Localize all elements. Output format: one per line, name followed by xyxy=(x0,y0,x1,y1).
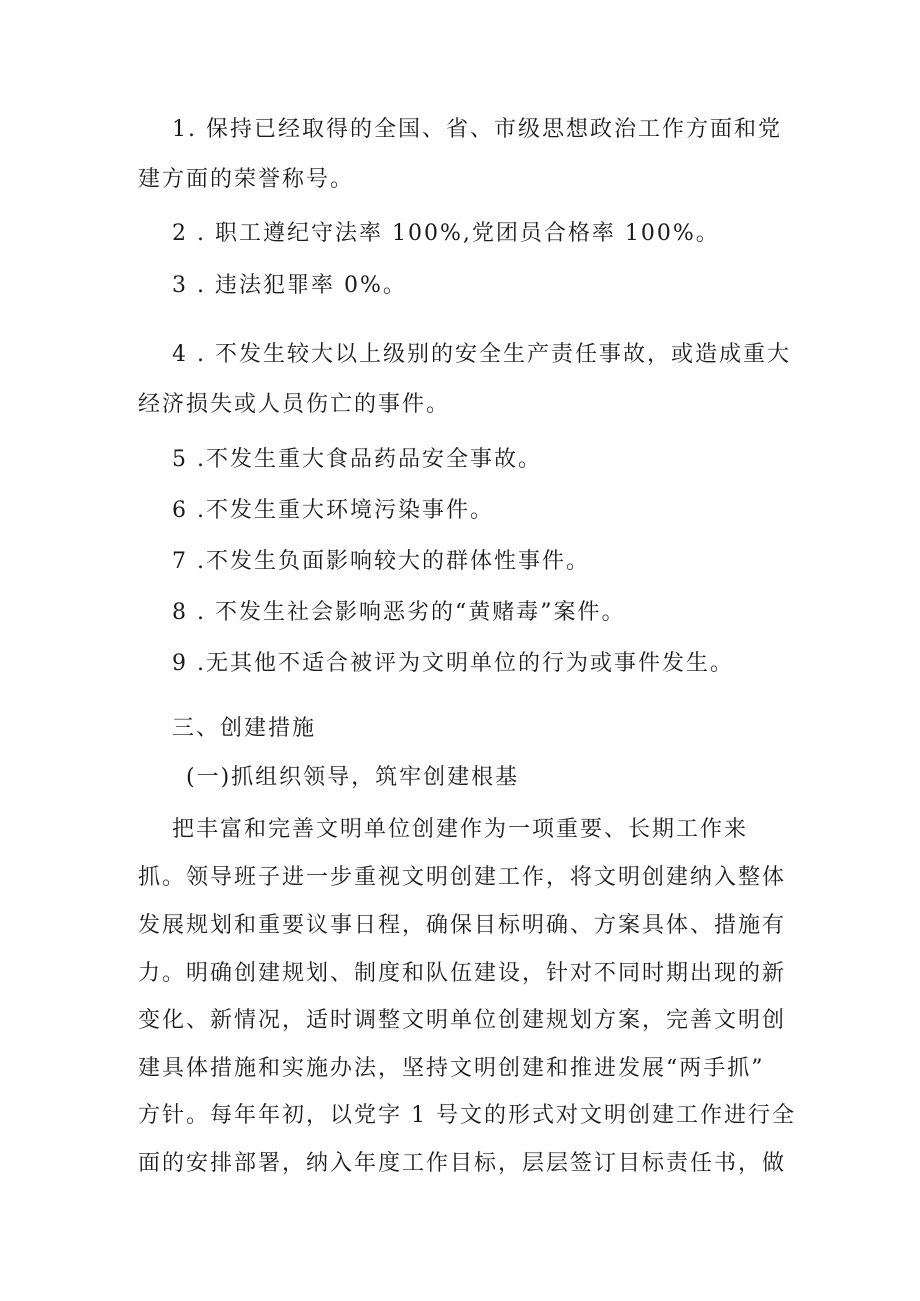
list-item-2: 2 . 职工遵纪守法率 100%,党团员合格率 100%。 xyxy=(172,221,720,246)
paragraph-line-2: 抓。领导班子进一步重视文明创建工作，将文明创建纳入整体 xyxy=(138,865,787,890)
section-heading: 三、创建措施 xyxy=(172,716,317,741)
paragraph-line-8: 面的安排部署，纳入年度工作目标，层层签订目标责任书，做 xyxy=(138,1151,787,1176)
paragraph-line-7: 方针。每年年初，以党字 1 号文的形式对文明创建工作进行全 xyxy=(138,1103,796,1128)
paragraph-line-6: 建具体措施和实施办法，坚持文明创建和推进发展“两手抓” xyxy=(138,1056,765,1081)
paragraph-line-4: 力。明确创建规划、制度和队伍建设，针对不同时期出现的新 xyxy=(138,961,787,986)
list-item-4-line-1: 4 . 不发生较大以上级别的安全生产责任事故，或造成重大 xyxy=(172,342,791,367)
subsection-heading: (一)抓组织领导，筑牢创建根基 xyxy=(186,765,520,790)
list-item-1-line-2: 建方面的荣誉称号。 xyxy=(138,167,355,192)
list-item-9: 9 .无其他不适合被评为文明单位的行为或事件发生。 xyxy=(172,651,734,676)
list-item-7: 7 .不发生负面影响较大的群体性事件。 xyxy=(172,549,590,574)
paragraph-line-3: 发展规划和重要议事日程，确保目标明确、方案具体、措施有 xyxy=(138,913,787,938)
paragraph-line-5: 变化、新情况，适时调整文明单位创建规划方案，完善文明创 xyxy=(138,1008,787,1033)
paragraph-line-1: 把丰富和完善文明单位创建作为一项重要、长期工作来 xyxy=(172,817,749,842)
list-item-3: 3 . 违法犯罪率 0%。 xyxy=(172,273,407,298)
list-item-6: 6 .不发生重大环境污染事件。 xyxy=(172,498,494,523)
list-item-5: 5 .不发生重大食品药品安全事故。 xyxy=(172,447,542,472)
list-item-4-line-2: 经济损失或人员伤亡的事件。 xyxy=(138,392,451,417)
list-item-1-line-1: 1. 保持已经取得的全国、省、市级思想政治工作方面和党 xyxy=(172,117,782,142)
list-item-8: 8 . 不发生社会影响恶劣的“黄赌毒”案件。 xyxy=(172,600,626,625)
